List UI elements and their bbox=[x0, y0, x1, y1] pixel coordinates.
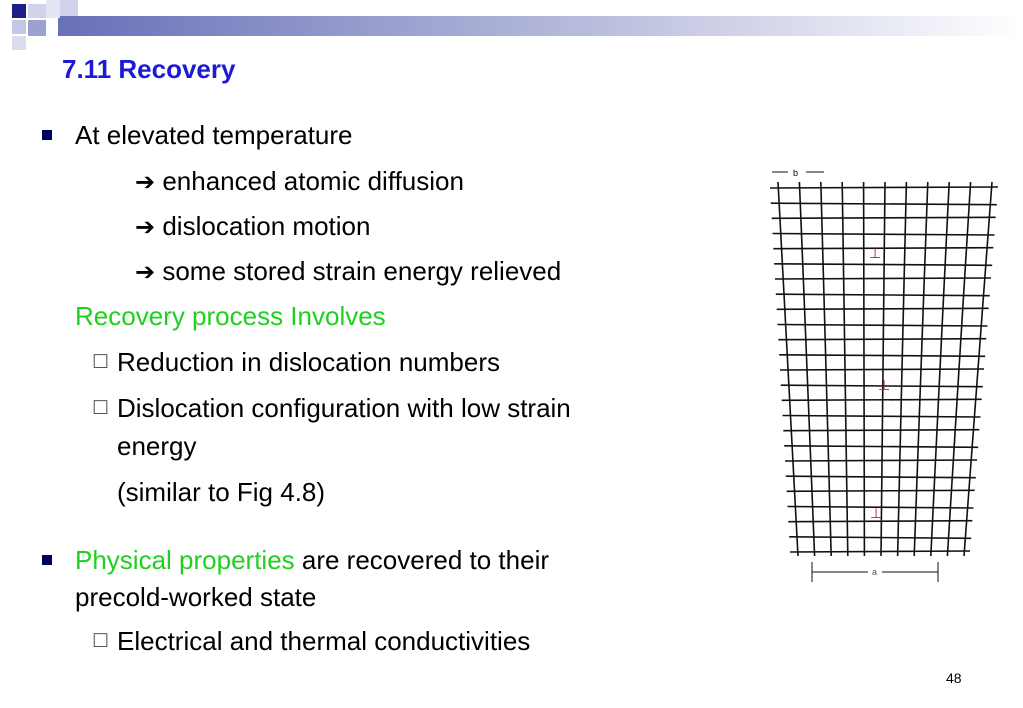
sub-item: Dislocation configuration with low strain bbox=[117, 393, 571, 423]
lattice-row-line bbox=[775, 278, 991, 279]
lattice-row-line bbox=[777, 308, 989, 309]
lattice-row-line bbox=[778, 339, 986, 340]
lattice-row-line bbox=[773, 248, 993, 249]
header-gradient-bar bbox=[58, 16, 1023, 36]
lattice-row-line bbox=[783, 416, 981, 418]
corner-square-5 bbox=[12, 36, 26, 50]
sub-item-continuation: energy bbox=[117, 431, 197, 461]
bullet-text: At elevated temperature bbox=[75, 120, 353, 150]
dislocation-symbol: ⊥ bbox=[869, 246, 882, 262]
right-arrow-icon: ➔ bbox=[135, 168, 156, 196]
lattice-row-line bbox=[771, 203, 997, 205]
corner-square-2 bbox=[28, 4, 46, 18]
lattice-row-line bbox=[770, 187, 998, 188]
sub-item: Reduction in dislocation numbers bbox=[117, 347, 500, 377]
corner-square-7 bbox=[60, 0, 78, 16]
page-number: 48 bbox=[946, 670, 962, 686]
dislocation-symbol: ⊥ bbox=[870, 506, 883, 522]
lattice-row-line bbox=[776, 294, 990, 296]
lattice-row-line bbox=[783, 430, 979, 431]
bullet-text bbox=[75, 545, 549, 575]
top-dimension bbox=[772, 168, 824, 178]
lattice-row-line bbox=[778, 325, 988, 327]
dislocation-lattice-figure bbox=[768, 160, 998, 588]
recovery-heading: Recovery process Involves bbox=[75, 301, 386, 331]
physical-properties-highlight: Physical properties bbox=[75, 545, 295, 575]
sub-item: Electrical and thermal conductivities bbox=[117, 626, 531, 656]
lattice-column-line bbox=[778, 182, 798, 556]
arrow-item-text: enhanced atomic diffusion bbox=[162, 166, 464, 196]
hollow-square-icon: ☐ bbox=[92, 352, 110, 373]
lattice-row-line bbox=[772, 217, 996, 218]
arrow-item bbox=[135, 211, 370, 242]
lattice-grid bbox=[770, 182, 998, 556]
dimension-label-b: b bbox=[793, 168, 799, 178]
lattice-row-line bbox=[786, 476, 976, 478]
dimension-label-a: a bbox=[872, 567, 878, 577]
arrow-item bbox=[135, 166, 464, 197]
sub-item-note: (similar to Fig 4.8) bbox=[117, 477, 326, 507]
lattice-row-line bbox=[780, 369, 984, 370]
square-bullet-icon bbox=[42, 555, 52, 565]
right-arrow-icon: ➔ bbox=[135, 258, 156, 286]
hollow-square-icon: ☐ bbox=[92, 631, 110, 652]
lattice-row-line bbox=[774, 264, 992, 266]
bullet-text-continuation: precold-worked state bbox=[75, 582, 317, 612]
square-bullet-icon bbox=[42, 130, 52, 140]
dislocation-symbol: ⊥ bbox=[878, 378, 891, 394]
corner-square-4 bbox=[28, 20, 46, 36]
lattice-row-line bbox=[790, 551, 970, 552]
lattice-column-line bbox=[799, 182, 814, 556]
header-decoration bbox=[0, 0, 1023, 60]
slide-title: 7.11 Recovery bbox=[62, 54, 236, 84]
lattice-row-line bbox=[779, 355, 985, 357]
corner-square-6 bbox=[46, 0, 60, 18]
corner-square-3 bbox=[12, 20, 26, 34]
lattice-row-line bbox=[789, 537, 971, 539]
arrow-item-text: some stored strain energy relieved bbox=[162, 256, 562, 286]
arrow-item bbox=[135, 256, 561, 287]
bullet-text-rest: are recovered to their bbox=[294, 545, 550, 575]
lattice-row-line bbox=[785, 460, 977, 461]
corner-square-1 bbox=[12, 4, 26, 18]
hollow-square-icon: ☐ bbox=[92, 398, 110, 419]
lattice-row-line bbox=[784, 446, 978, 448]
lattice-row-line bbox=[787, 490, 975, 491]
lattice-row-line bbox=[773, 234, 995, 236]
right-arrow-icon: ➔ bbox=[135, 213, 156, 241]
arrow-item-text: dislocation motion bbox=[162, 211, 371, 241]
bottom-dimension bbox=[812, 562, 938, 582]
lattice-row-line bbox=[782, 399, 982, 400]
